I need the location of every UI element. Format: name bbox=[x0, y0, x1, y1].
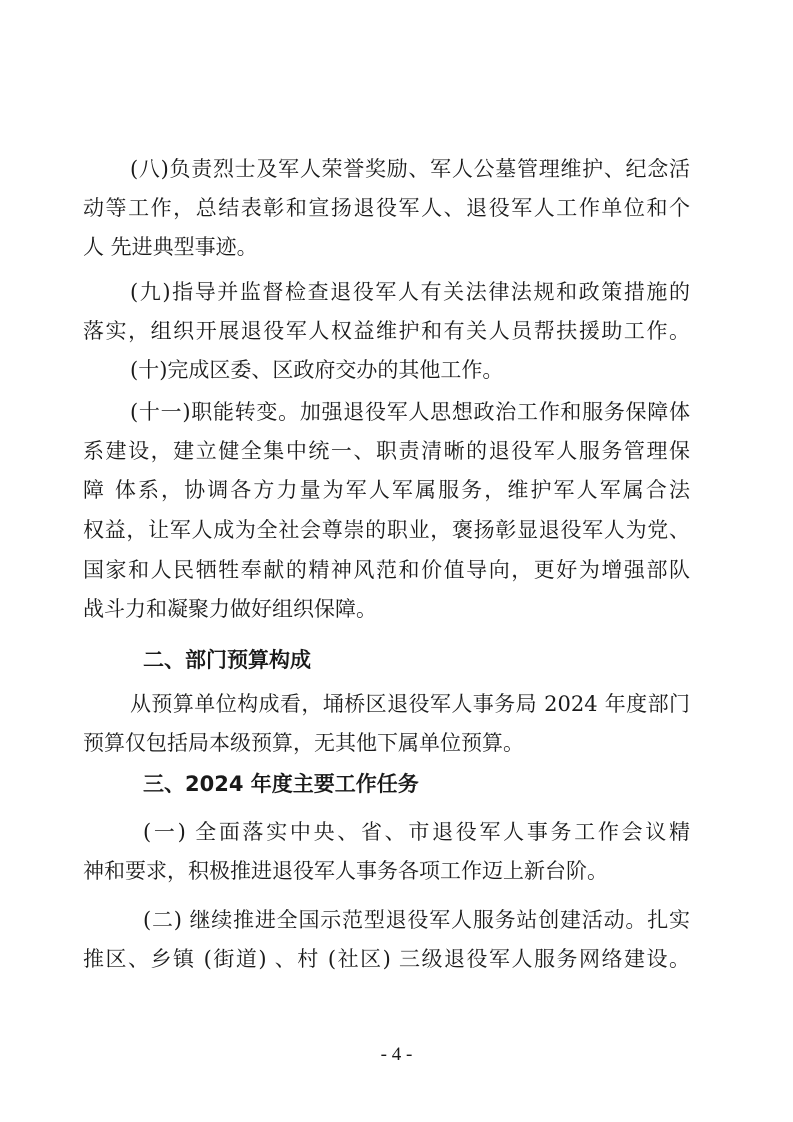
task-2-line-2: 推区、乡镇 (街道) 、村 (社区) 三级退役军人服务网络建设。 bbox=[83, 947, 690, 971]
paragraph-10-line-1: (十)完成区委、区政府交办的其他工作。 bbox=[130, 358, 504, 382]
paragraph-11-line-5: 国家和人民牺牲奉献的精神风范和价值导向，更好为增强部队 bbox=[83, 558, 690, 582]
paragraph-11-line-2: 系建设，建立健全集中统一、职责清晰的退役军人服务管理保 bbox=[83, 439, 690, 463]
page-number: - 4 - bbox=[380, 1044, 413, 1065]
section-heading-budget-structure: 二、部门预算构成 bbox=[143, 648, 311, 672]
paragraph-8-line-1: (八)负责烈士及军人荣誉奖励、军人公墓管理维护、纪念活 bbox=[130, 157, 690, 181]
budget-line-2: 预算仅包括局本级预算，无其他下属单位预算。 bbox=[83, 731, 524, 755]
paragraph-8-line-3: 人 先进典型事迹。 bbox=[83, 235, 258, 259]
paragraph-11-line-3: 障 体系，协调各方力量为军人军属服务，维护军人军属合法 bbox=[83, 478, 690, 502]
paragraph-9-line-2: 落实，组织开展退役军人权益维护和有关人员帮扶援助工作。 bbox=[83, 319, 690, 343]
task-1-line-2: 神和要求，积极推进退役军人事务各项工作迈上新台阶。 bbox=[83, 859, 608, 883]
task-2-line-1: (二) 继续推进全国示范型退役军人服务站创建活动。扎实 bbox=[143, 908, 690, 932]
section-heading-main-tasks: 三、2024 年度主要工作任务 bbox=[143, 772, 419, 796]
budget-line-1: 从预算单位构成看，埇桥区退役军人事务局 2024 年度部门 bbox=[130, 692, 690, 716]
paragraph-11-line-4: 权益，让军人成为全社会尊崇的职业，褒扬彰显退役军人为党、 bbox=[83, 518, 690, 542]
paragraph-9-line-1: (九)指导并监督检查退役军人有关法律法规和政策措施的 bbox=[130, 280, 690, 304]
paragraph-8-line-2: 动等工作，总结表彰和宣扬退役军人、退役军人工作单位和个 bbox=[83, 196, 690, 220]
task-1-line-1: (一) 全面落实中央、省、市退役军人事务工作会议精 bbox=[143, 820, 690, 844]
paragraph-11-line-1: (十一)职能转变。加强退役军人思想政治工作和服务保障体 bbox=[130, 400, 690, 424]
paragraph-11-line-6: 战斗力和凝聚力做好组织保障。 bbox=[83, 597, 377, 621]
